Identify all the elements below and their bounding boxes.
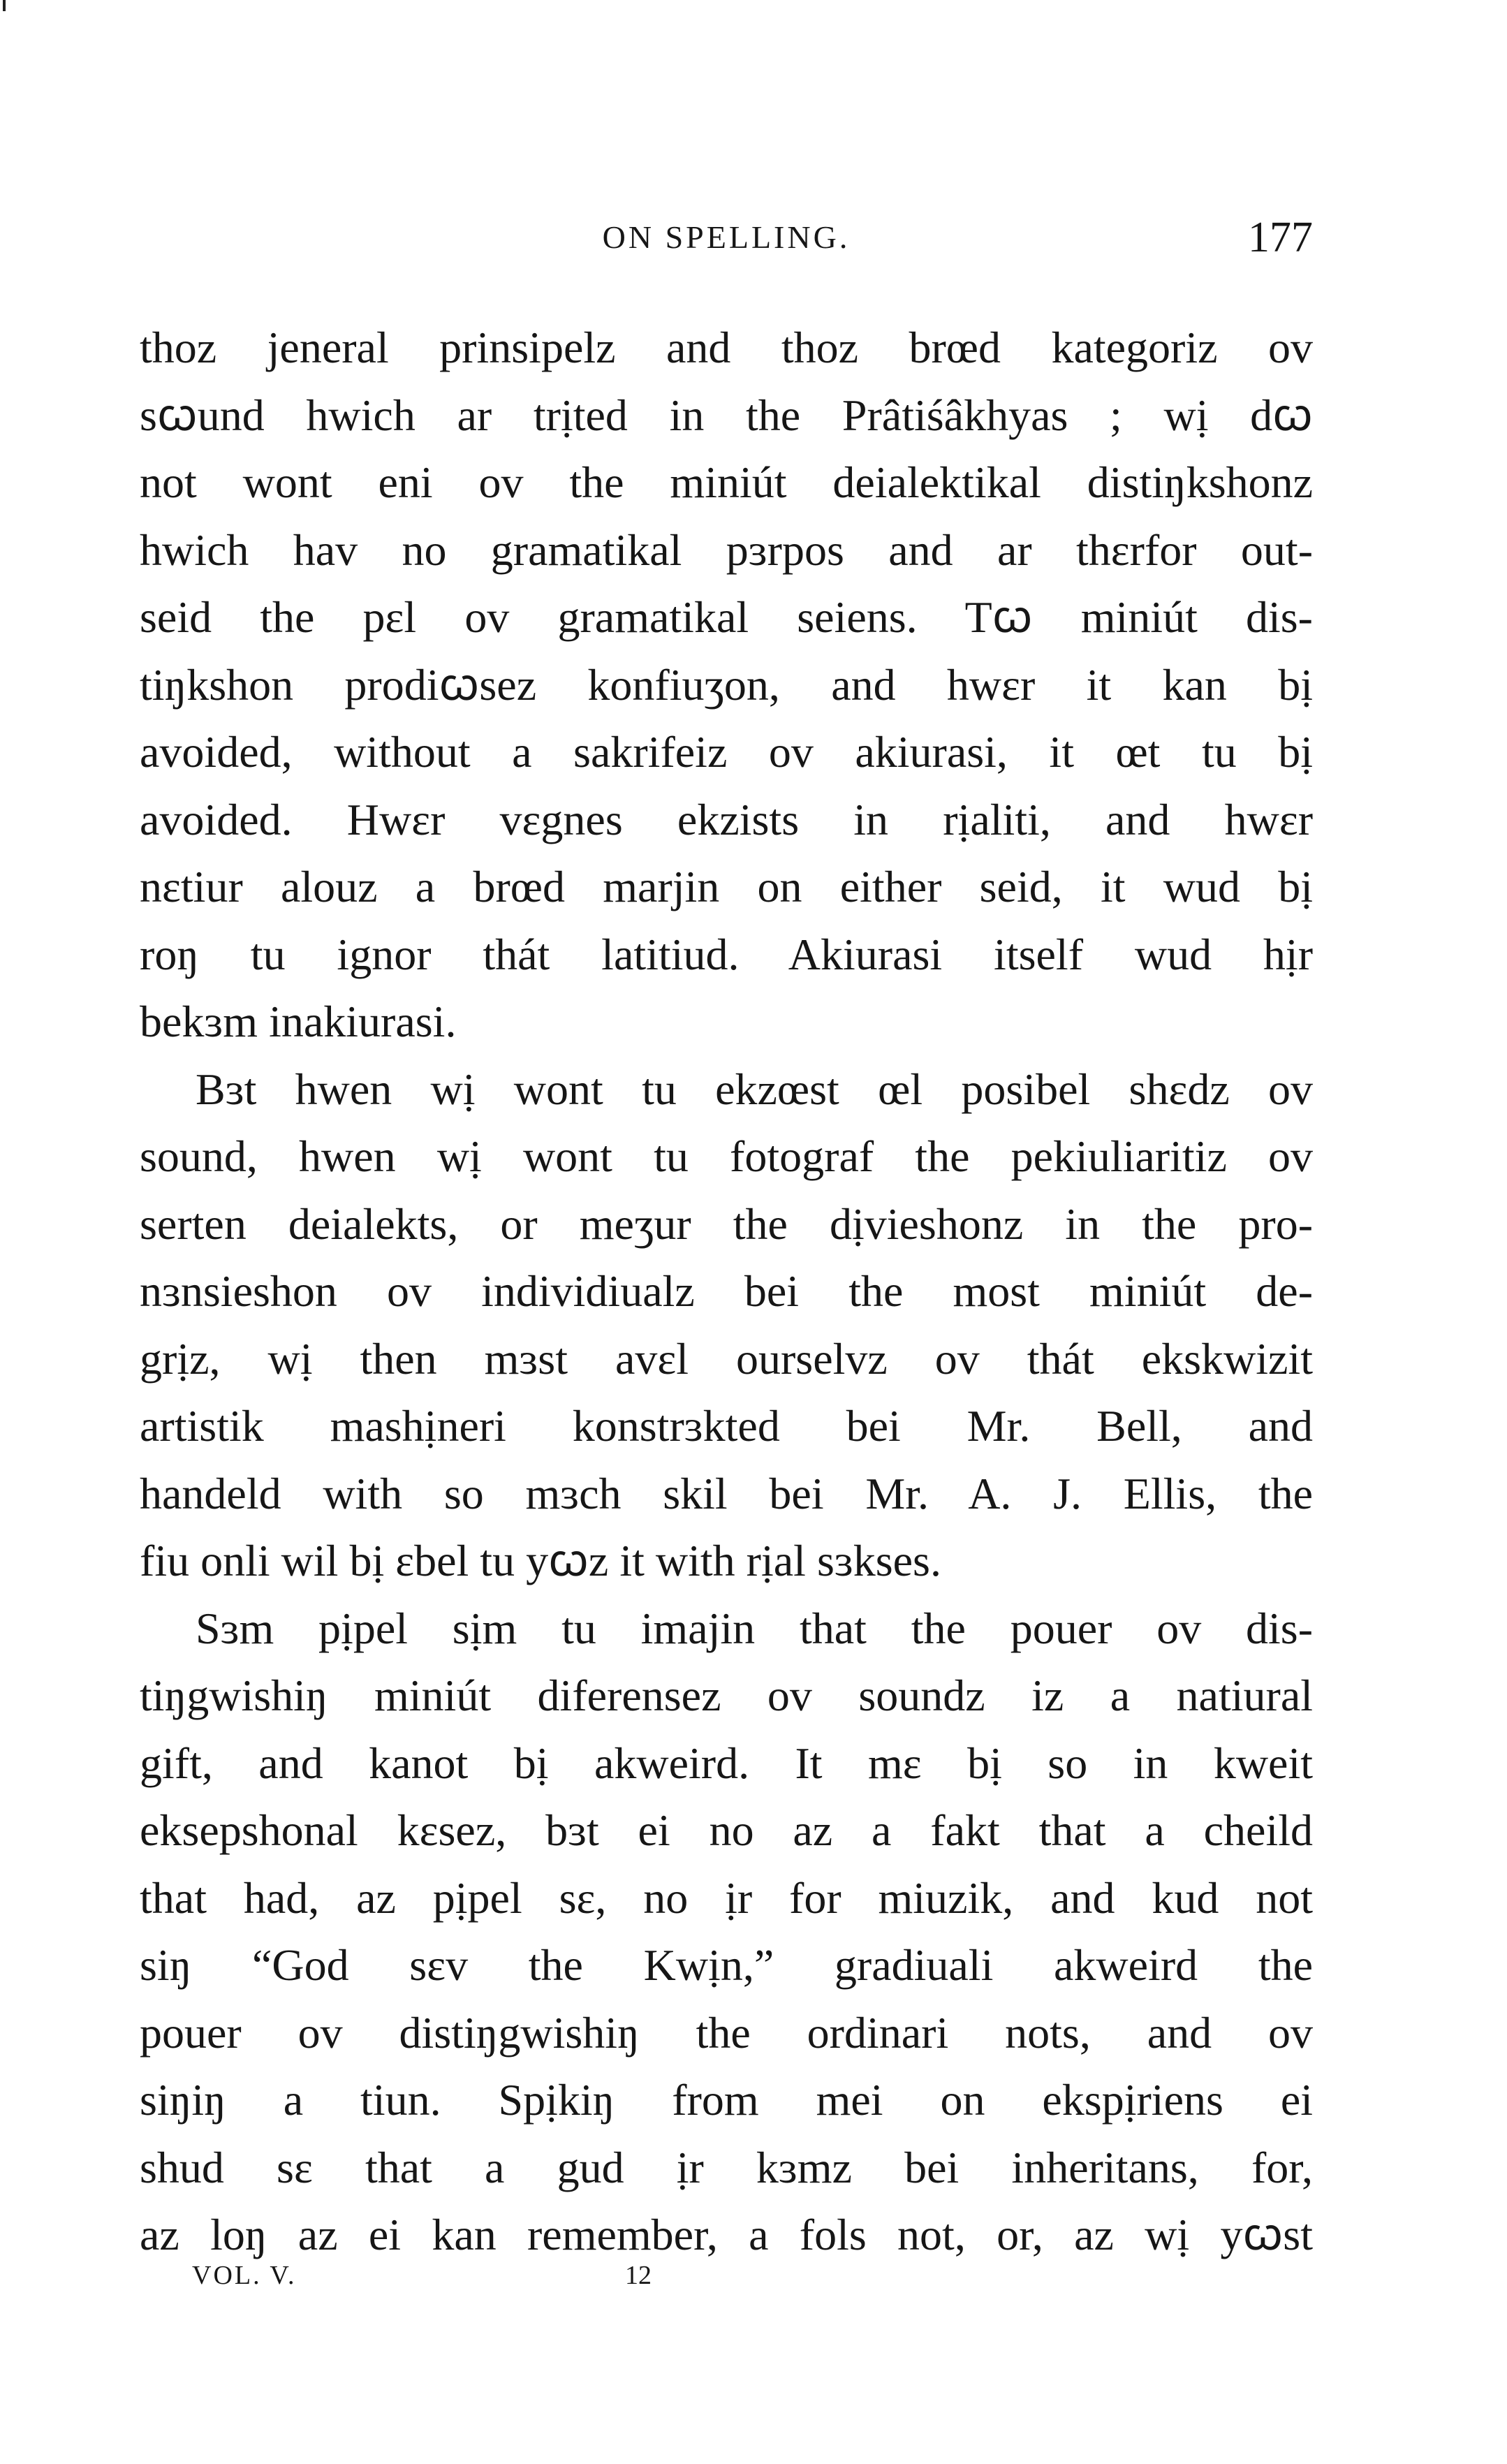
text-line: hwich hav no gramatikal pɜrpos and ar thɛrfor out- [140, 525, 1313, 575]
text-line: nɛtiur alouz a brœd marjin on either seid, it wud bị [140, 862, 1313, 911]
text-line: tiŋgwishiŋ miniút diferensez ov soundz iz a natiural [140, 1671, 1313, 1720]
volume-signature: VOL. V. [192, 2261, 297, 2290]
text-line: shud sɛ that a gud ịr kɜmz bei inheritans, for, [140, 2142, 1313, 2192]
running-title: ON SPELLING. [602, 219, 851, 255]
text-line: Bɜt hwen wị wont tu ekzœst œl posibel shɛdz ov [196, 1064, 1313, 1114]
text-line: serten deialekts, or meʒur the dịvieshonz in the pro- [140, 1198, 1313, 1249]
text-line: eksepshonal kɛsez, bɜt ei no az a fakt that a cheild [140, 1805, 1313, 1855]
text-line: grịz, wị then mɜst avɛl ourselvz ov thát ekskwizit [140, 1333, 1313, 1384]
text-line: roŋ tu ignor thát latitiud. Akiurasi itself wud hịr [140, 929, 1313, 979]
text-line: sound, hwen wị wont tu fotograf the pekiuliaritiz ov [140, 1131, 1313, 1181]
text-line: seid the pɛl ov gramatikal seiens. Tꞷ miniút dis- [140, 592, 1313, 642]
text-line: sꞷund hwich ar trịted in the Prâtiśâkhyas ; wị dꞷ [140, 390, 1313, 440]
text-line: fiu onli wil bị ɛbel tu yꞷz it with rịal sɜkses. [140, 1536, 941, 1585]
text-line: artistik mashịneri konstrɜkted bei Mr. Bell, and [140, 1401, 1313, 1451]
text-line: siŋ “God sɛv the Kwịn,” gradiuali akweird the [140, 1940, 1313, 1990]
page-number: 177 [1248, 214, 1313, 261]
text-line: that had, az pịpel sɛ, no ịr for miuzik, and kud not [140, 1872, 1313, 1923]
text-line: handeld with so mɜch skil bei Mr. A. J. Ellis, the [140, 1468, 1313, 1518]
text-line: bekɜm inakiurasi. [140, 997, 457, 1046]
scan-edge-mark [3, 0, 6, 11]
sheet-number: 12 [625, 2261, 652, 2290]
text-line: gift, and kanot bị akweird. It mɛ bị so in kweit [140, 1738, 1313, 1788]
text-line: thoz jeneral prinsipelz and thoz brœd kategoriz ov [140, 323, 1313, 372]
text-line: not wont eni ov the miniút deialektikal distiŋkshonz [140, 457, 1313, 507]
text-line: pouer ov distiŋgwishiŋ the ordinari nots, and ov [140, 2007, 1313, 2058]
body-text [140, 314, 1313, 2269]
text-line: avoided. Hwɛr vɛgnes ekzists in rịaliti, and hwɛr [140, 794, 1313, 844]
text-line: az loŋ az ei kan remember, a fols not, or, az wị yꞷst [140, 2210, 1313, 2259]
text-line: siŋiŋ a tiun. Spịkiŋ from mei on ekspịriens ei [140, 2075, 1313, 2125]
text-line: avoided, without a sakrifeiz ov akiurasi, it œt tu bị [140, 727, 1313, 777]
text-line: Sɜm pịpel sịm tu imajin that the pouer ov dis- [196, 1603, 1313, 1653]
page-footer [192, 2254, 751, 2296]
text-line: tiŋkshon prodiꞷsez konfiuʒon, and hwɛr it kan bị [140, 659, 1313, 710]
page-header [140, 210, 1313, 265]
text-line: nɜnsieshon ov individiualz bei the most miniút de- [140, 1266, 1313, 1316]
